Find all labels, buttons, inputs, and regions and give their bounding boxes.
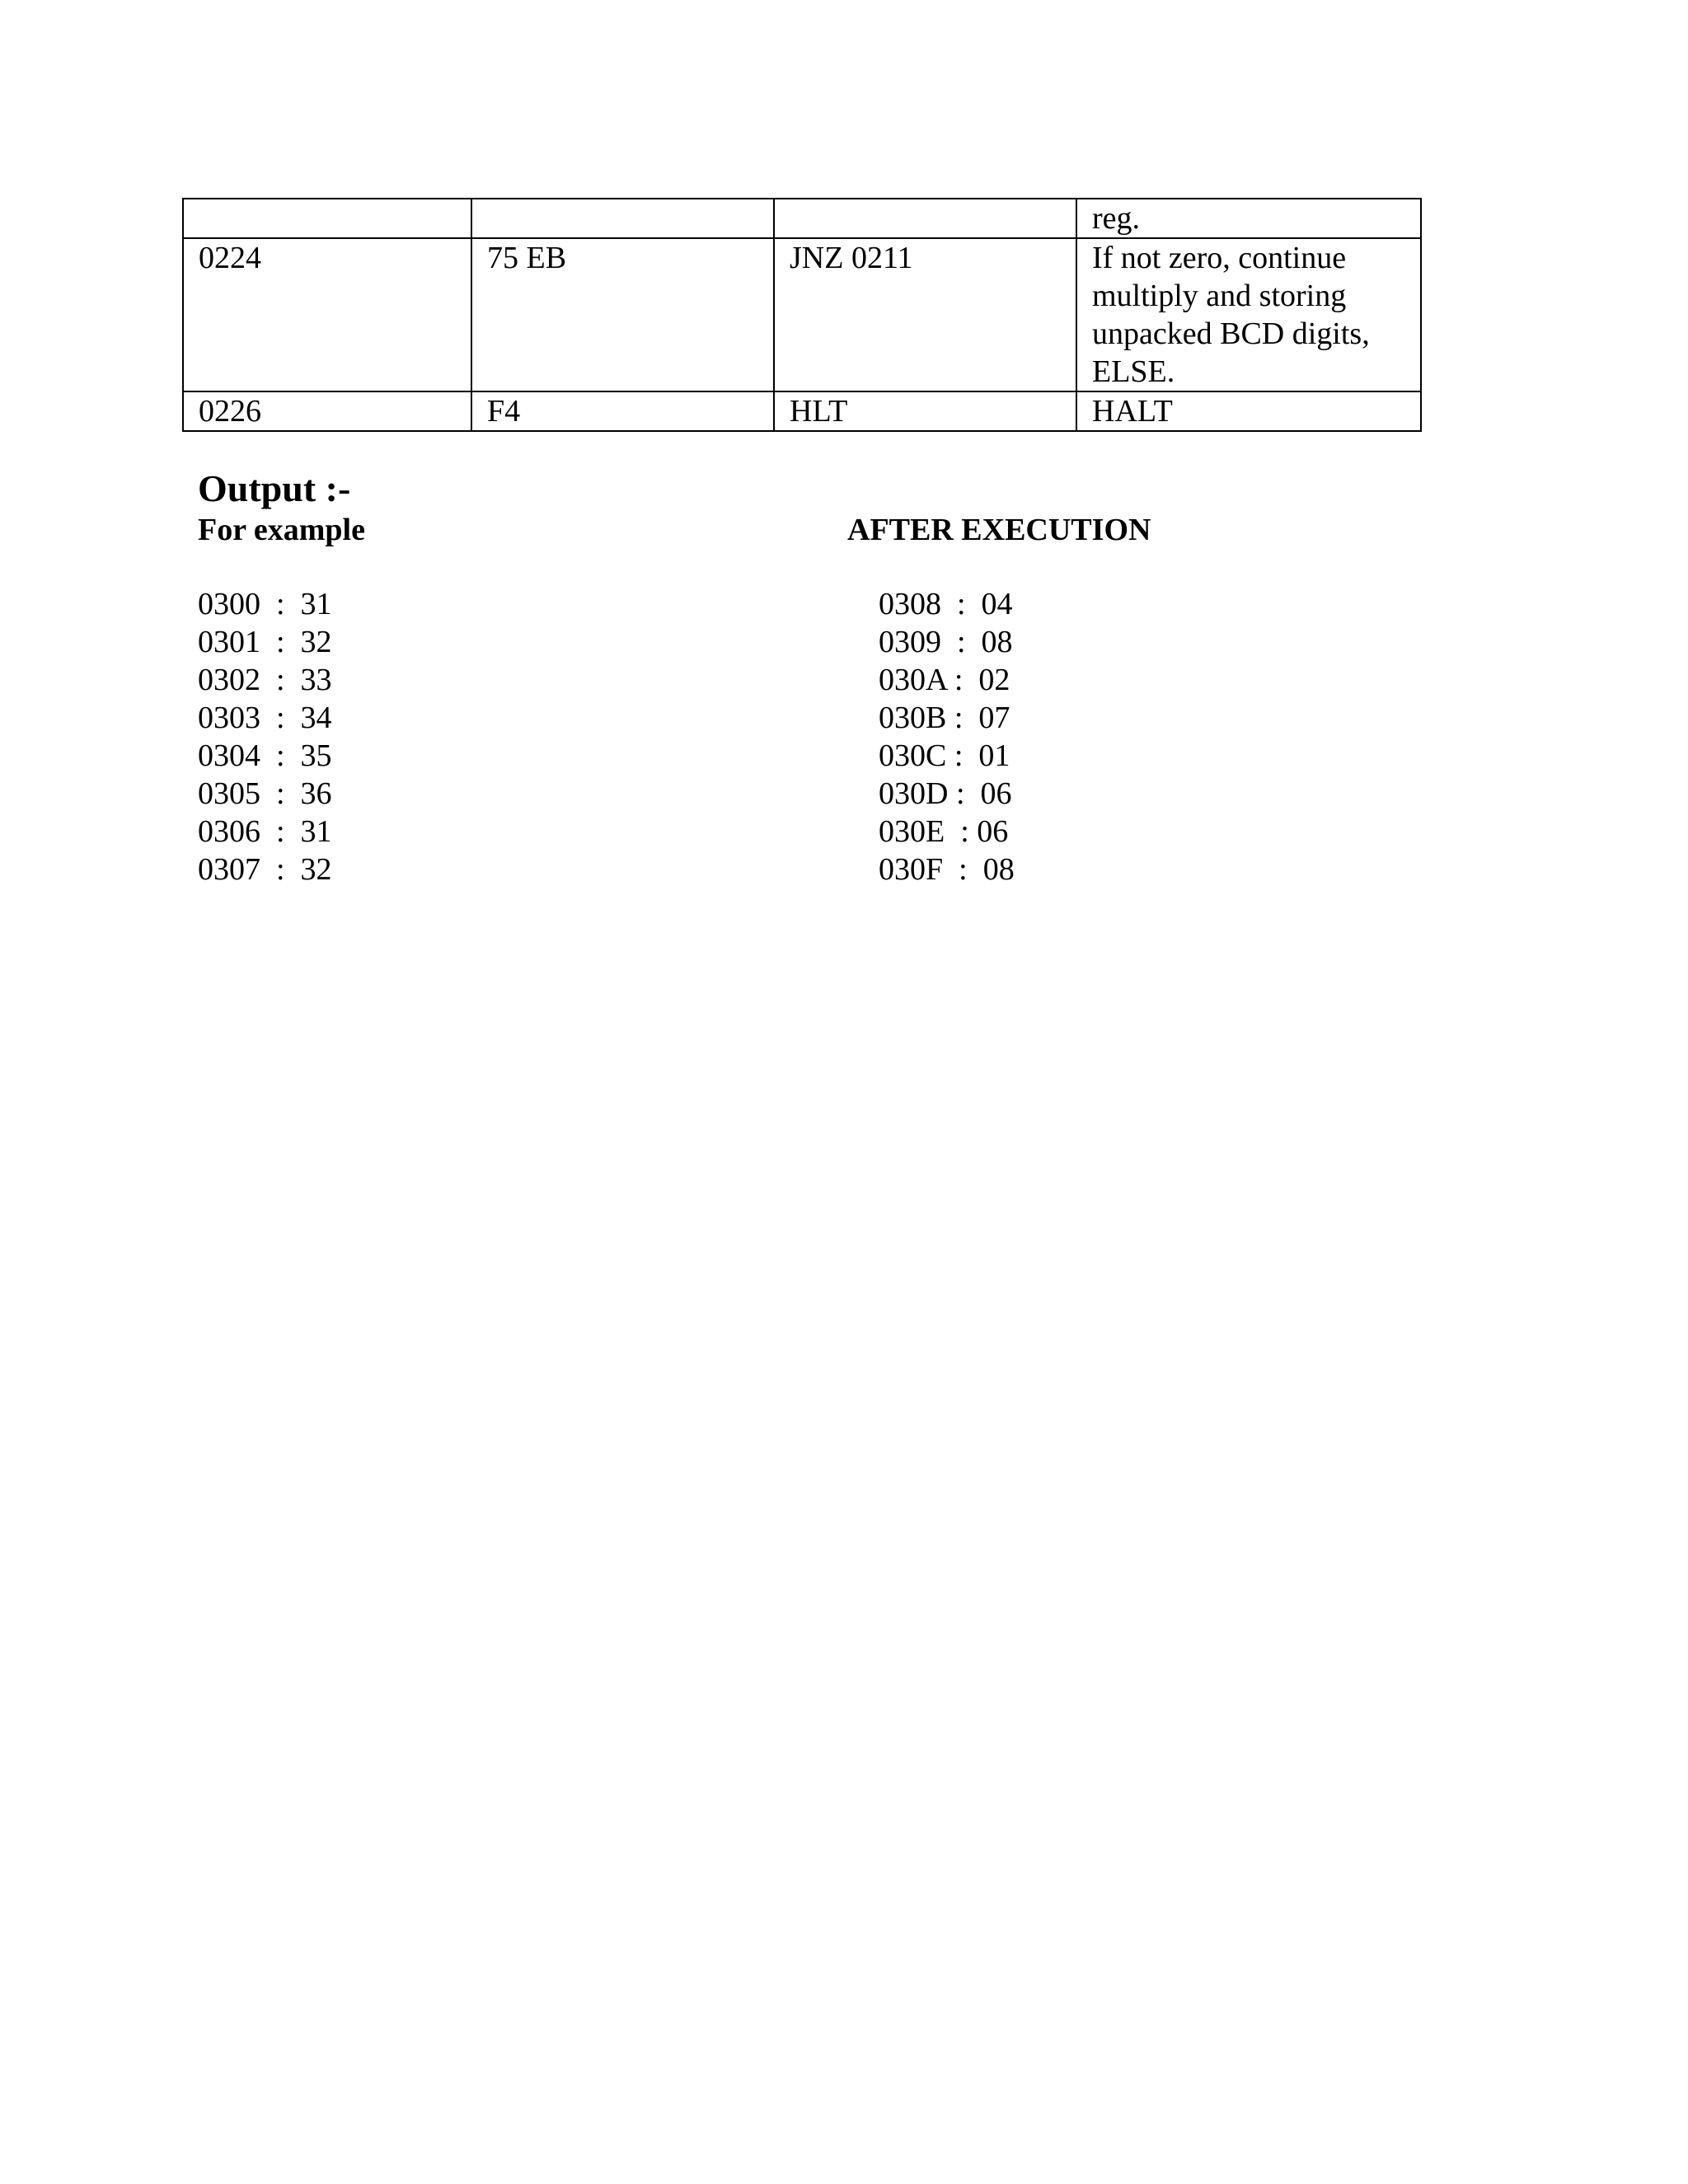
input-memory-list xyxy=(198,585,332,888)
list-item: 0307 : 32 xyxy=(198,852,332,887)
list-item: 0306 : 31 xyxy=(198,814,332,849)
for-example-label: For example xyxy=(198,513,365,547)
table-row xyxy=(183,238,1421,391)
address-cell: 0224 xyxy=(183,238,471,391)
opcode-cell: F4 xyxy=(471,391,774,431)
list-item: 030F : 08 xyxy=(879,852,1015,887)
list-item: 0301 : 32 xyxy=(198,625,332,659)
list-item: 030A : 02 xyxy=(879,663,1010,697)
list-item: 0302 : 33 xyxy=(198,663,332,697)
list-item: 0304 : 35 xyxy=(198,738,332,773)
result-memory-list xyxy=(879,585,1015,888)
after-execution-label: AFTER EXECUTION xyxy=(847,513,1151,547)
mnemonic-cell: JNZ 0211 xyxy=(774,238,1076,391)
mnemonic-cell xyxy=(774,199,1076,238)
list-item: 0305 : 36 xyxy=(198,776,332,811)
table-row xyxy=(183,199,1421,238)
list-item: 030E : 06 xyxy=(879,814,1009,849)
list-item: 030D : 06 xyxy=(879,776,1012,811)
comment-cell: HALT xyxy=(1076,391,1421,431)
comment-cell: If not zero, continue multiply and storing unpacked BCD digits, ELSE. xyxy=(1076,238,1421,391)
list-item: 0300 : 31 xyxy=(198,587,332,621)
opcode-cell xyxy=(471,199,774,238)
output-heading: Output :- xyxy=(198,467,351,509)
comment-cell: reg. xyxy=(1076,199,1421,238)
mnemonic-cell: HLT xyxy=(774,391,1076,431)
list-item: 0309 : 08 xyxy=(879,625,1013,659)
list-item: 0308 : 04 xyxy=(879,587,1013,621)
list-item: 030B : 07 xyxy=(879,701,1010,735)
address-cell: 0226 xyxy=(183,391,471,431)
opcode-cell: 75 EB xyxy=(471,238,774,391)
table-row xyxy=(183,391,1421,431)
program-table xyxy=(182,198,1422,432)
address-cell xyxy=(183,199,471,238)
list-item: 0303 : 34 xyxy=(198,701,332,735)
list-item: 030C : 01 xyxy=(879,738,1010,773)
